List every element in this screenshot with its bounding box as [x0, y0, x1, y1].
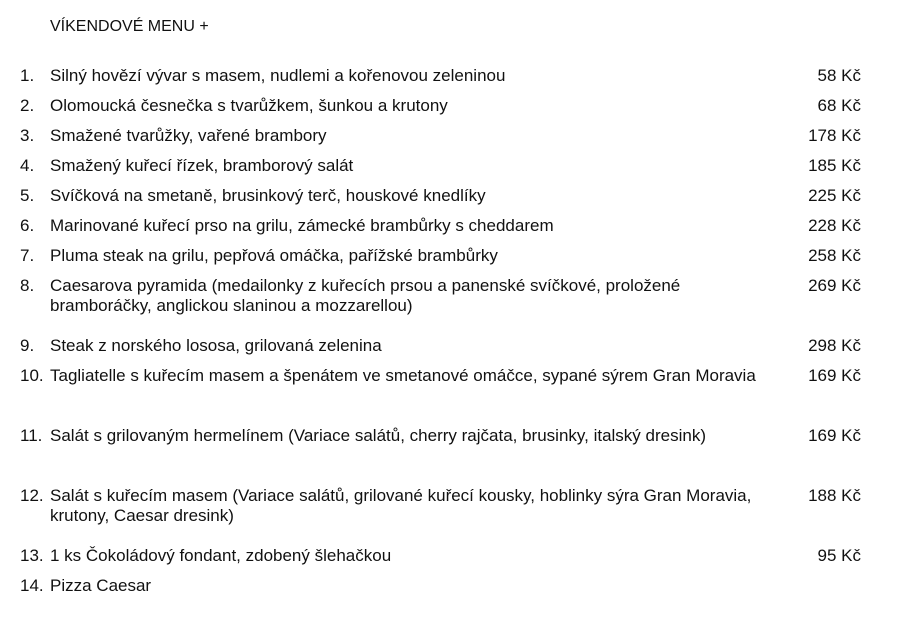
menu-title: VÍKENDOVÉ MENU + [50, 18, 209, 35]
item-number: 12. [20, 486, 44, 505]
menu-item [0, 576, 900, 606]
item-name: Salát s kuřecím masem (Variace salátů, grilované kuřecí kousky, hoblinky sýra Gran Moravia, krutony, Caesar dresink) [50, 486, 752, 525]
item-price: 225 Kč [808, 186, 861, 205]
item-price: 58 Kč [817, 66, 861, 85]
item-price: 258 Kč [808, 246, 861, 265]
item-name: Tagliatelle s kuřecím masem a špenátem ve smetanové omáčce, sypané sýrem Gran Moravia [50, 366, 756, 385]
item-number: 8. [20, 276, 35, 295]
item-price: 188 Kč [808, 486, 861, 505]
menu-item [0, 66, 900, 96]
menu-item [0, 546, 900, 576]
item-price: 269 Kč [808, 276, 861, 295]
item-name: 1 ks Čokoládový fondant, zdobený šlehačkou [50, 546, 392, 565]
item-name: Marinované kuřecí prso na grilu, zámecké brambůrky s cheddarem [50, 216, 554, 235]
item-number: 10. [20, 366, 44, 385]
menu-item [0, 276, 900, 336]
item-price: 298 Kč [808, 336, 861, 355]
item-number: 5. [20, 186, 35, 205]
item-number: 3. [20, 126, 35, 145]
item-name: Olomoucká česnečka s tvarůžkem, šunkou a krutony [50, 96, 448, 115]
item-number: 9. [20, 336, 35, 355]
menu-item [0, 156, 900, 186]
item-price: 95 Kč [817, 546, 861, 565]
item-price: 169 Kč [808, 426, 861, 445]
menu-item [0, 246, 900, 276]
item-name: Svíčková na smetaně, brusinkový terč, houskové knedlíky [50, 186, 486, 205]
item-number: 7. [20, 246, 35, 265]
item-name: Pizza Caesar [50, 576, 152, 595]
item-number: 1. [20, 66, 35, 85]
item-price: 178 Kč [808, 126, 861, 145]
menu-list [0, 66, 900, 606]
item-number: 6. [20, 216, 35, 235]
item-price: 228 Kč [808, 216, 861, 235]
item-name: Caesarova pyramida (medailonky z kuřecích prsou a panenské svíčkové, proložené bramboráčky, anglickou slaninou a mozzarellou) [50, 276, 681, 315]
item-name: Silný hovězí vývar s masem, nudlemi a kořenovou zeleninou [50, 66, 506, 85]
item-number: 13. [20, 546, 44, 565]
item-name: Salát s grilovaným hermelínem (Variace salátů, cherry rajčata, brusinky, italský dresink) [50, 426, 706, 445]
menu-item [0, 216, 900, 246]
item-name: Steak z norského lososa, grilovaná zelenina [50, 336, 382, 355]
item-name: Pluma steak na grilu, pepřová omáčka, pařížské brambůrky [50, 246, 498, 265]
item-price: 169 Kč [808, 366, 861, 385]
item-price: 68 Kč [817, 96, 861, 115]
item-number: 14. [20, 576, 44, 595]
item-name: Smažené tvarůžky, vařené brambory [50, 126, 327, 145]
item-number: 2. [20, 96, 35, 115]
item-price: 185 Kč [808, 156, 861, 175]
menu-item [0, 336, 900, 366]
menu-item [0, 186, 900, 216]
item-number: 11. [20, 426, 43, 445]
menu-item [0, 366, 900, 426]
menu-item [0, 96, 900, 126]
item-number: 4. [20, 156, 35, 175]
menu-item [0, 426, 900, 486]
item-name: Smažený kuřecí řízek, bramborový salát [50, 156, 354, 175]
menu-item [0, 486, 900, 546]
menu-item [0, 126, 900, 156]
